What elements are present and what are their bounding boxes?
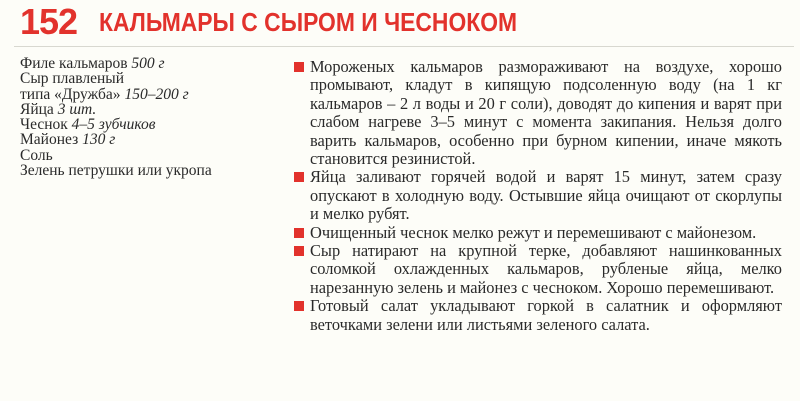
- step-item: [294, 297, 782, 334]
- ingredient-item: [20, 56, 280, 71]
- step-text: Мороженых кальмаров размораживают на воздухе, хорошо промывают, кладут в кипящую подсоленную воду (на 1 кг кальмаров – 2 л воды и 20 г соли), доводят до кипения и варят при слабом нагреве 3–5 минут с момента закипания. Нельзя долго варить кальмаров, особенно при бурном кипении, иначе мякоть становится резинистой.: [310, 57, 782, 169]
- ingredient-name: Филе кальмаров: [20, 55, 128, 72]
- ingredient-name: Яйца: [20, 100, 54, 118]
- steps-list: [294, 58, 782, 334]
- recipe-header: [0, 0, 800, 44]
- recipe-title: КАЛЬМАРЫ С СЫРОМ И ЧЕСНОКОМ: [99, 7, 518, 37]
- ingredient-name: Майонез: [20, 131, 79, 149]
- ingredient-item: [20, 117, 280, 132]
- step-item: [294, 58, 782, 168]
- ingredient-name: Сыр плавленый: [20, 70, 125, 88]
- ingredient-qty: 500 г: [131, 55, 165, 72]
- header-divider: [14, 46, 794, 47]
- ingredient-qty: 3 шт.: [57, 100, 97, 118]
- ingredient-qty: 150–200 г: [124, 85, 189, 103]
- step-text: Готовый салат укладывают горкой в салатник и оформляют веточками зелени или листьями зеленого салата.: [310, 296, 782, 334]
- step-text: Яйца заливают горячей водой и варят 15 минут, затем сразу опускают в холодную воду. Остывшие яйца очищают от скорлупы и мелко рубят.: [310, 167, 782, 224]
- step-bullet-icon: [294, 246, 304, 256]
- ingredient-item: [20, 71, 280, 86]
- step-item: [294, 242, 782, 297]
- step-bullet-icon: [294, 62, 304, 72]
- step-text: Очищенный чеснок мелко режут и перемешивают с майонезом.: [310, 222, 757, 242]
- ingredient-item: [20, 87, 280, 102]
- step-item: [294, 168, 782, 223]
- ingredient-name: Соль: [20, 146, 53, 164]
- ingredient-name: типа «Дружба»: [20, 85, 121, 103]
- step-bullet-icon: [294, 228, 304, 238]
- ingredient-qty: 4–5 зубчиков: [71, 116, 156, 134]
- ingredient-name: Зелень петрушки или укропа: [20, 162, 212, 180]
- ingredient-item: [20, 163, 280, 178]
- step-item: [294, 224, 782, 242]
- step-text: Сыр натирают на крупной терке, добавляют нашинкованных соломкой охлажденных кальмаров, рубленые яйца, мелко нарезанную зелень и майонез с чесноком. Хорошо перемешивают.: [310, 241, 782, 297]
- ingredient-item: [20, 132, 280, 147]
- ingredient-qty: 130 г: [82, 131, 116, 149]
- ingredients-list: [20, 56, 280, 178]
- ingredient-item: [20, 148, 280, 163]
- ingredient-name: Чеснок: [20, 116, 68, 134]
- step-bullet-icon: [294, 172, 304, 182]
- recipe-number: 152: [20, 1, 78, 42]
- step-bullet-icon: [294, 301, 304, 311]
- ingredient-item: [20, 102, 280, 117]
